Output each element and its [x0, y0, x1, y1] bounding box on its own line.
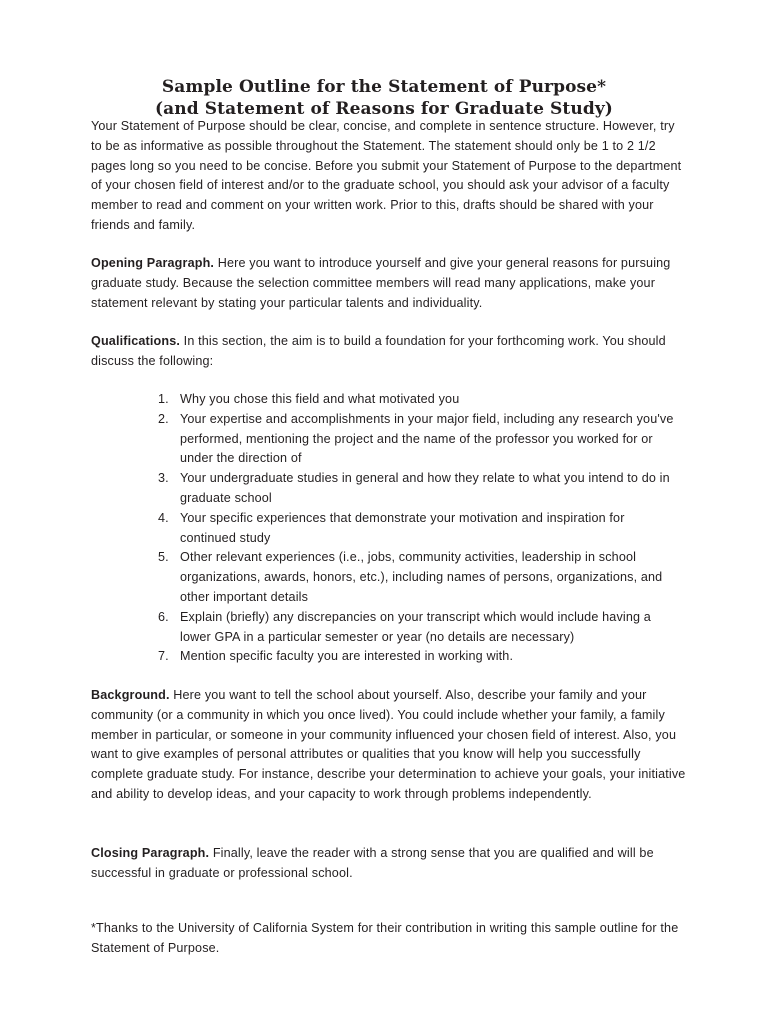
- list-item-text: Your undergraduate studies in general and how they relate to what you intend to do in graduate school: [180, 471, 670, 505]
- background-heading: Background.: [91, 688, 170, 702]
- list-item: [150, 469, 680, 509]
- list-item-number: 6.: [158, 609, 169, 624]
- title-line-1: Sample Outline for the Statement of Purpose*: [161, 77, 607, 97]
- list-item-text: Your expertise and accomplishments in your major field, including any research you've performed, mentioning the project and the name of the professor you worked for or under the direction of: [180, 411, 674, 466]
- list-item-text: Why you chose this field and what motivated you: [180, 392, 460, 406]
- list-item: [150, 647, 680, 667]
- qualifications-list: [150, 390, 680, 667]
- list-item-number: 4.: [158, 510, 169, 525]
- opening-heading: Opening Paragraph.: [91, 256, 215, 270]
- list-item-text: Your specific experiences that demonstrate your motivation and inspiration for continued study: [180, 510, 625, 545]
- list-item-number: 1.: [158, 392, 169, 406]
- title-line-2: (and Statement of Reasons for Graduate Study): [155, 99, 613, 119]
- list-item: [150, 608, 680, 648]
- list-item-number: 2.: [158, 411, 169, 426]
- list-item-text: Mention specific faculty you are interested in working with.: [180, 649, 514, 664]
- list-item: [150, 509, 680, 549]
- opening-text: Here you want to introduce yourself and give your general reasons for pursuing graduate study. Because the selection committee members will read many applications, make your statement relevant by stating your particular talents and individuality.: [91, 256, 671, 310]
- list-item-number: 5.: [158, 550, 169, 565]
- list-item: [150, 410, 680, 469]
- list-item-text: Explain (briefly) any discrepancies on your transcript which would include having a lower GPA in a particular semester or year (no details are necessary): [180, 609, 651, 644]
- intro-paragraph: Your Statement of Purpose should be clear, concise, and complete in sentence structure. However, try to be as informative as possible throughout the Statement. The statement should only be 1 to 2 1/2 pages long so you need to be concise. Before you submit your Statement of Purpose to the department of your chosen field of interest and/or to the graduate school, you should ask your advisor of a faculty member to read and comment on your written work. Prior to this, drafts should be shared with your friends and family.: [91, 119, 682, 232]
- closing-text: Finally, leave the reader with a strong sense that you are qualified and will be successful in graduate or professional school.: [91, 846, 654, 880]
- qualifications-heading: Qualifications.: [91, 334, 181, 348]
- list-item: [150, 548, 680, 607]
- background-text: Here you want to tell the school about yourself. Also, describe your family and your community (or a community in which you once lived). You could include whether your family, a family member in particular, or someone in your community influenced your chosen field of interest. Also, you want to give examples of personal attributes or qualities that you know will help you successfully complete graduate study. For instance, describe your determination to achieve your goals, your initiative and ability to develop ideas, and your capacity to work through problems independently.: [91, 688, 686, 801]
- list-item-number: 3.: [158, 471, 169, 486]
- list-item-text: Other relevant experiences (i.e., jobs, community activities, leadership in school organizations, awards, honors, etc.), including names of persons, organizations, and other important details: [180, 550, 663, 604]
- document-title: [0, 76, 768, 120]
- list-item: [150, 390, 680, 410]
- footnote: *Thanks to the University of California System for their contribution in writing this sample outline for the Statement of Purpose.: [91, 921, 679, 955]
- closing-heading: Closing Paragraph.: [91, 846, 210, 860]
- list-item-number: 7.: [158, 649, 169, 664]
- closing-paragraph: [91, 844, 686, 884]
- qualifications-text: In this section, the aim is to build a foundation for your forthcoming work. You should discuss the following:: [91, 334, 666, 368]
- qualifications-paragraph: [91, 332, 686, 372]
- opening-paragraph: [91, 254, 686, 313]
- background-paragraph: [91, 686, 686, 805]
